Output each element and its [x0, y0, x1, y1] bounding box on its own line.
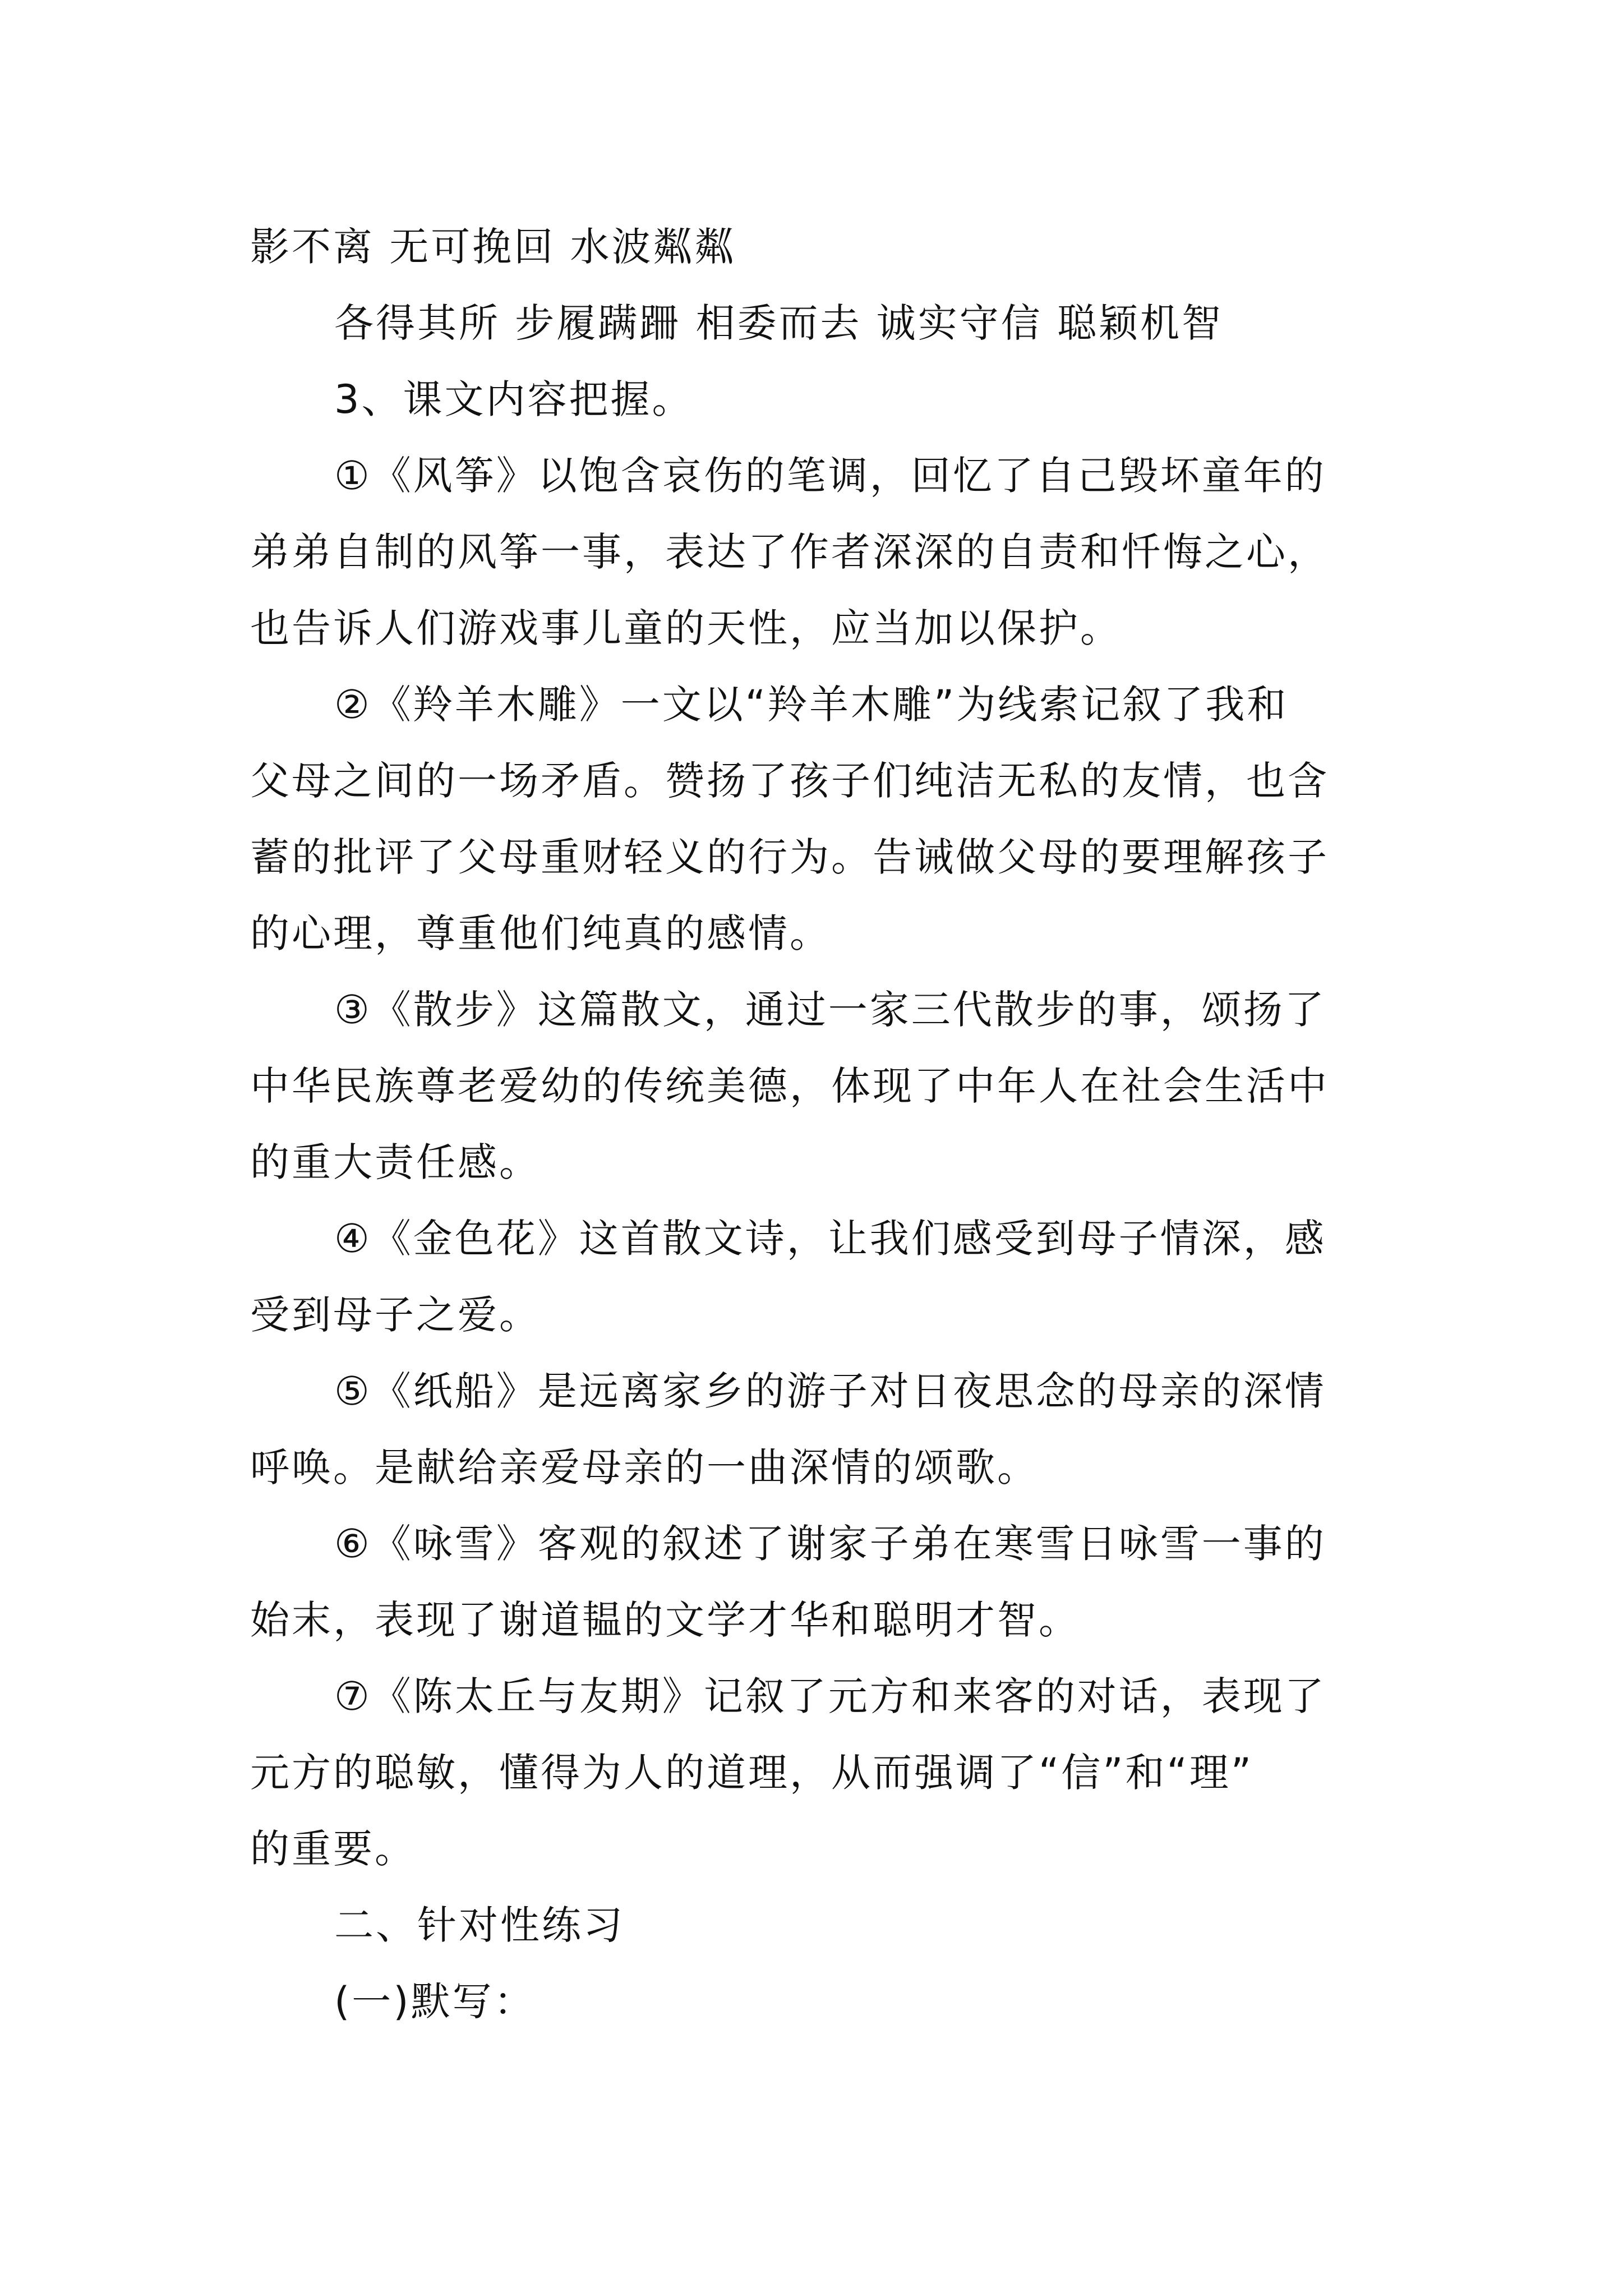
paragraph-antelope-line-4: 的心理，尊重他们纯真的感情。: [250, 910, 831, 956]
document-body: [250, 209, 1394, 2040]
paragraph-walk-line-2: 中华民族尊老爱幼的传统美德，体现了中年人在社会生活中: [250, 1063, 1329, 1109]
paragraph-snow-line-1: ⑥《咏雪》客观的叙述了谢家子弟在寒雪日咏雪一事的: [334, 1521, 1326, 1567]
paragraph-kite-line-2: 弟弟自制的风筝一事，表达了作者深深的自责和忏悔之心，: [250, 529, 1329, 575]
paragraph-snow-line-2: 始末，表现了谢道韫的文学才华和聪明才智。: [250, 1597, 1080, 1643]
section-heading-content-grasp: 3、课文内容把握。: [334, 376, 694, 422]
paragraph-walk-line-1: ③《散步》这篇散文，通过一家三代散步的事，颂扬了: [334, 987, 1326, 1033]
paragraph-antelope-line-1: ②《羚羊木雕》一文以“羚羊木雕”为线索记叙了我和: [334, 682, 1289, 728]
paragraph-chen-taiqiu-line-3: 的重要。: [250, 1826, 416, 1872]
paragraph-chen-taiqiu-line-2: 元方的聪敏，懂得为人的道理，从而强调了“信”和“理”: [250, 1750, 1254, 1796]
idiom-line-continued: 影不离 无可挽回 水波粼粼: [250, 224, 736, 270]
paragraph-kite-line-3: 也告诉人们游戏事儿童的天性，应当加以保护。: [250, 605, 1122, 651]
subsection-heading-dictation: (一)默写：: [334, 1978, 536, 2024]
paragraph-paper-boat-line-2: 呼唤。是献给亲爱母亲的一曲深情的颂歌。: [250, 1444, 1039, 1490]
idiom-line: 各得其所 步履蹒跚 相委而去 诚实守信 聪颖机智: [334, 300, 1224, 346]
paragraph-antelope-line-2: 父母之间的一场矛盾。赞扬了孩子们纯洁无私的友情，也含: [250, 758, 1329, 804]
paragraph-antelope-line-3: 蓄的批评了父母重财轻义的行为。告诫做父母的要理解孩子: [250, 834, 1329, 880]
paragraph-golden-flower-line-1: ④《金色花》这首散文诗，让我们感受到母子情深，感: [334, 1216, 1326, 1262]
paragraph-golden-flower-line-2: 受到母子之爱。: [250, 1292, 541, 1338]
section-heading-practice: 二、针对性练习: [334, 1902, 625, 1948]
paragraph-walk-line-3: 的重大责任感。: [250, 1139, 541, 1185]
paragraph-kite-line-1: ①《风筝》以饱含哀伤的笔调，回忆了自己毁坏童年的: [334, 453, 1326, 499]
paragraph-chen-taiqiu-line-1: ⑦《陈太丘与友期》记叙了元方和来客的对话，表现了: [334, 1673, 1326, 1719]
paragraph-paper-boat-line-1: ⑤《纸船》是远离家乡的游子对日夜思念的母亲的深情: [334, 1368, 1326, 1414]
